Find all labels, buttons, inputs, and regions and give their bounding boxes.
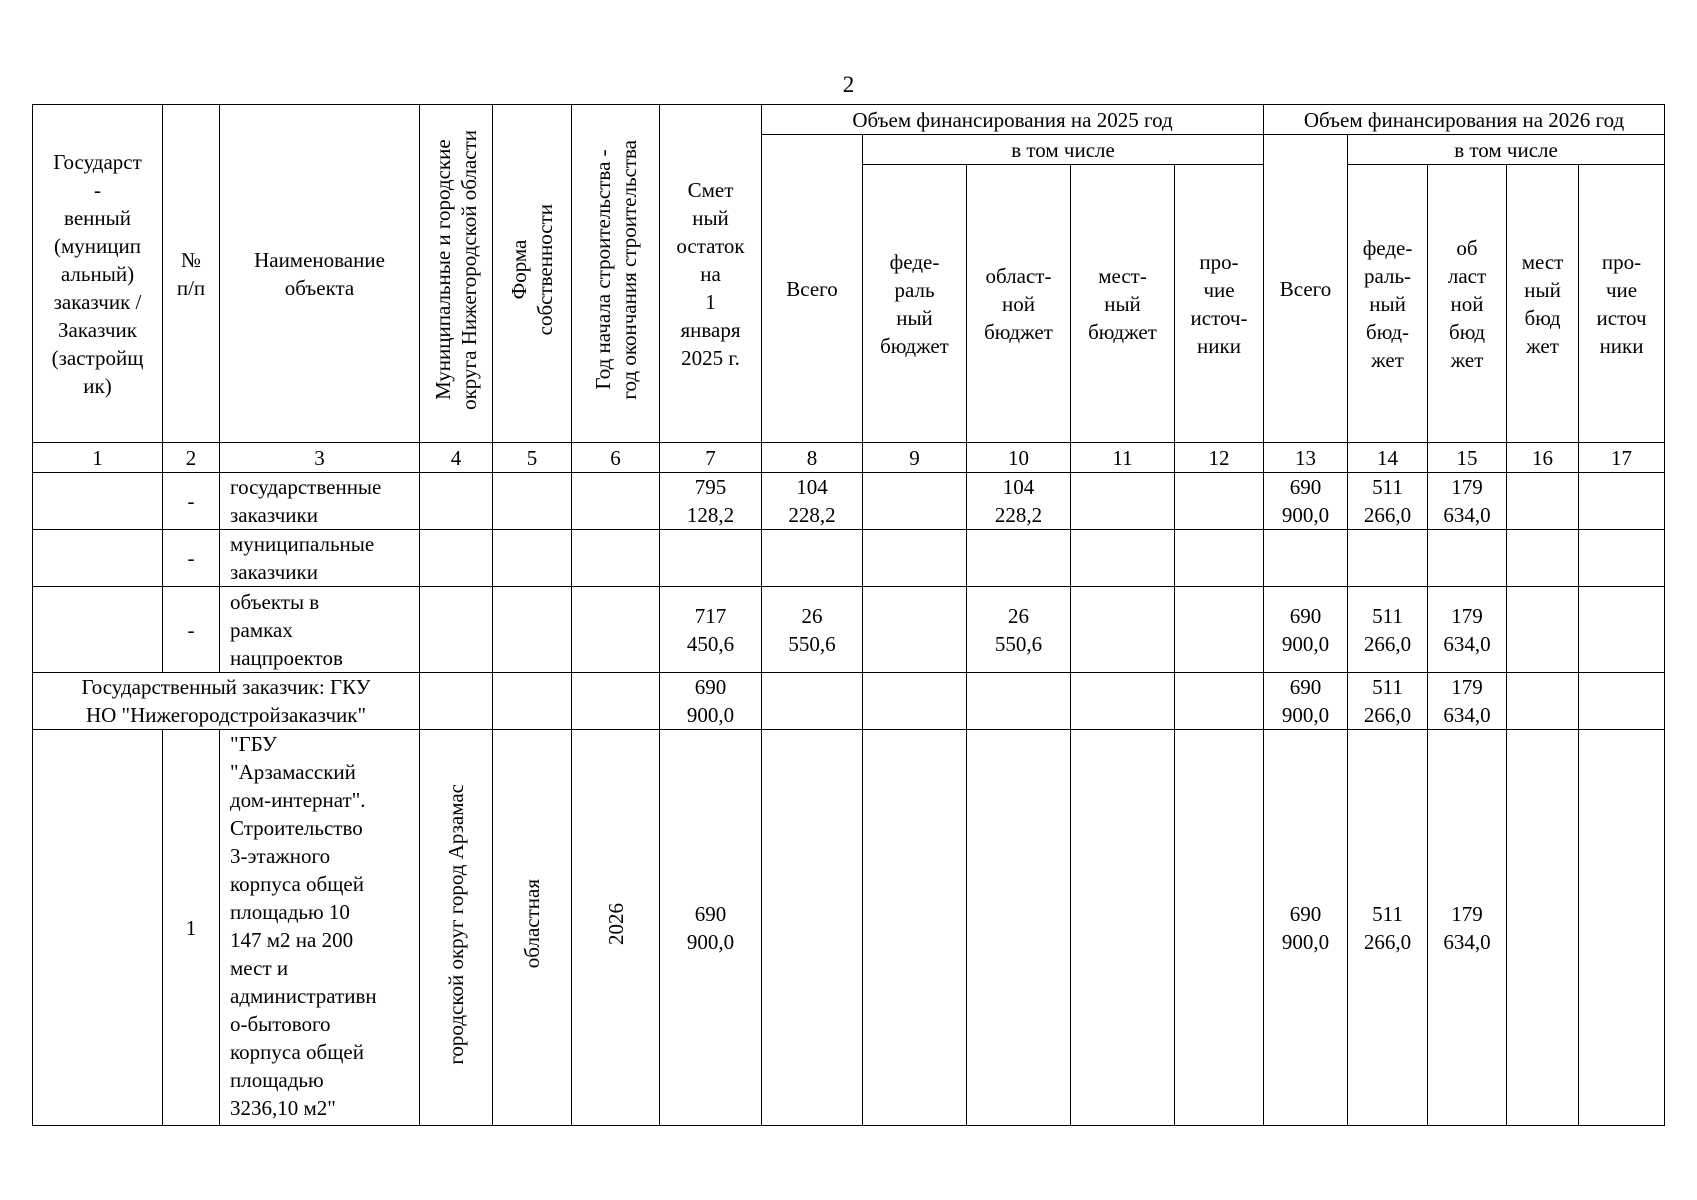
column-number: 15: [1428, 443, 1507, 473]
cell-local-2025: [1071, 587, 1175, 673]
cell-federal-2025: [863, 587, 967, 673]
cell-estimate-balance: 690 900,0: [660, 730, 762, 1126]
cell-total-2025: 104 228,2: [762, 473, 863, 530]
column-number: 7: [660, 443, 762, 473]
cell-total-2025: [762, 673, 863, 730]
page-number: 2: [842, 72, 855, 97]
object-row: [33, 730, 1665, 1126]
cell-total-2026: 690 900,0: [1264, 730, 1348, 1126]
cell-federal-2025: [863, 473, 967, 530]
cell-federal-2025: [863, 730, 967, 1126]
cell-other-2026: [1579, 730, 1665, 1126]
cell-district: [420, 730, 493, 1126]
header-regional-2026: об ласт ной бюд жет: [1428, 165, 1507, 443]
column-number: 5: [493, 443, 572, 473]
cell-other-2026: [1579, 530, 1665, 587]
cell-local-2026: [1507, 530, 1579, 587]
column-number: 14: [1348, 443, 1428, 473]
column-number: 1: [33, 443, 163, 473]
cell-estimate-balance: [660, 530, 762, 587]
cell-district: [420, 473, 493, 530]
cell-total-2026: 690 900,0: [1264, 587, 1348, 673]
cell-local-2026: [1507, 587, 1579, 673]
cell-regional-2026: [1428, 530, 1507, 587]
cell-number: -: [163, 530, 220, 587]
cell-years: [572, 530, 660, 587]
header-including-2025: в том числе: [863, 135, 1264, 165]
financing-table: [32, 104, 1665, 1126]
header-total-2026: Всего: [1264, 135, 1348, 443]
cell-regional-2026: 179 634,0: [1428, 587, 1507, 673]
cell-ownership: [493, 587, 572, 673]
cell-district: [420, 587, 493, 673]
header-districts: [420, 105, 493, 443]
cell-ownership: [493, 730, 572, 1126]
header-local-2026: мест ный бюд жет: [1507, 165, 1579, 443]
cell-total-2026: 690 900,0: [1264, 673, 1348, 730]
cell-district: [420, 673, 493, 730]
cell-regional-2025: [967, 530, 1071, 587]
cell-regional-2026: 179 634,0: [1428, 473, 1507, 530]
column-number: 2: [163, 443, 220, 473]
header-estimate-balance: Смет ный остаток на 1 января 2025 г.: [660, 105, 762, 443]
header-federal-2026: феде- раль- ный бюд- жет: [1348, 165, 1428, 443]
cell-total-2025: 26 550,6: [762, 587, 863, 673]
cell-local-2025: [1071, 673, 1175, 730]
cell-number: 1: [163, 730, 220, 1126]
years-text: 2026: [603, 903, 628, 945]
cell-number: -: [163, 587, 220, 673]
column-number: 11: [1071, 443, 1175, 473]
cell-other-2025: [1175, 473, 1264, 530]
cell-other-2026: [1579, 473, 1665, 530]
cell-total-2026: [1264, 530, 1348, 587]
header-number: № п/п: [163, 105, 220, 443]
cell-regional-2026: 179 634,0: [1428, 673, 1507, 730]
cell-regional-2025: 104 228,2: [967, 473, 1071, 530]
cell-other-2025: [1175, 730, 1264, 1126]
cell-object-name: государственные заказчики: [220, 473, 420, 530]
cell-local-2025: [1071, 730, 1175, 1126]
cell-object-name: объекты в рамках нацпроектов: [220, 587, 420, 673]
cell-regional-2025: 26 550,6: [967, 587, 1071, 673]
header-ownership-text: Форма собственности: [507, 204, 557, 336]
header-years-text: Год начала строительства - год окончания строительства: [590, 140, 641, 400]
header-row-1: [33, 105, 1665, 135]
cell-object-name: муниципальные заказчики: [220, 530, 420, 587]
column-number: 3: [220, 443, 420, 473]
ownership-text: областная: [520, 879, 544, 969]
customer-row: [33, 673, 1665, 730]
column-number: 4: [420, 443, 493, 473]
cell-local-2025: [1071, 473, 1175, 530]
cell-estimate-balance: 690 900,0: [660, 673, 762, 730]
header-years: [572, 105, 660, 443]
cell-regional-2025: [967, 673, 1071, 730]
cell-federal-2026: [1348, 530, 1428, 587]
cell-federal-2025: [863, 530, 967, 587]
cell-years: [572, 730, 660, 1126]
table-row: [33, 587, 1665, 673]
cell-other-2025: [1175, 673, 1264, 730]
cell-other-2026: [1579, 587, 1665, 673]
header-districts-text: Муниципальные и городские округа Нижегородской области: [431, 130, 481, 410]
header-other-2026: про- чие источ ники: [1579, 165, 1665, 443]
column-numbers-row: [33, 443, 1665, 473]
cell-years: [572, 587, 660, 673]
column-number: 16: [1507, 443, 1579, 473]
cell-district: [420, 530, 493, 587]
cell-local-2026: [1507, 473, 1579, 530]
cell-local-2026: [1507, 730, 1579, 1126]
header-total-2025: Всего: [762, 135, 863, 443]
header-object-name: Наименование объекта: [220, 105, 420, 443]
cell-years: [572, 673, 660, 730]
cell-estimate-balance: 717 450,6: [660, 587, 762, 673]
cell-customer: [33, 587, 163, 673]
header-federal-2025: феде- раль ный бюджет: [863, 165, 967, 443]
column-number: 13: [1264, 443, 1348, 473]
table-row: [33, 530, 1665, 587]
cell-ownership: [493, 473, 572, 530]
header-customer: Государст - венный (муницип альный) заказчик / Заказчик (застройщ ик): [33, 105, 163, 443]
column-number: 6: [572, 443, 660, 473]
cell-local-2026: [1507, 673, 1579, 730]
cell-federal-2025: [863, 673, 967, 730]
column-number: 12: [1175, 443, 1264, 473]
header-financing-2026: Объем финансирования на 2026 год: [1264, 105, 1665, 135]
cell-number: -: [163, 473, 220, 530]
district-text: городской округ город Арзамас: [444, 783, 468, 1065]
header-financing-2025: Объем финансирования на 2025 год: [762, 105, 1264, 135]
header-local-2025: мест- ный бюджет: [1071, 165, 1175, 443]
cell-customer: [33, 530, 163, 587]
cell-other-2026: [1579, 673, 1665, 730]
cell-federal-2026: 511 266,0: [1348, 673, 1428, 730]
cell-years: [572, 473, 660, 530]
cell-customer: [33, 730, 163, 1126]
cell-total-2026: 690 900,0: [1264, 473, 1348, 530]
cell-total-2025: [762, 530, 863, 587]
column-number: 10: [967, 443, 1071, 473]
column-number: 9: [863, 443, 967, 473]
cell-customer: [33, 473, 163, 530]
cell-federal-2026: 511 266,0: [1348, 473, 1428, 530]
cell-estimate-balance: 795 128,2: [660, 473, 762, 530]
cell-other-2025: [1175, 530, 1264, 587]
column-number: 8: [762, 443, 863, 473]
header-other-2025: про- чие источ- ники: [1175, 165, 1264, 443]
cell-total-2025: [762, 730, 863, 1126]
header-regional-2025: област- ной бюджет: [967, 165, 1071, 443]
cell-ownership: [493, 530, 572, 587]
cell-object-name: "ГБУ "Арзамасский дом-интернат". Строительство 3-этажного корпуса общей площадью 10 147 м2 на 200 мест и административн о-бытового корпуса общей площадью 3236,10 м2": [220, 730, 420, 1126]
column-number: 17: [1579, 443, 1665, 473]
cell-ownership: [493, 673, 572, 730]
header-including-2026: в том числе: [1348, 135, 1665, 165]
cell-federal-2026: 511 266,0: [1348, 587, 1428, 673]
cell-regional-2026: 179 634,0: [1428, 730, 1507, 1126]
header-ownership: [493, 105, 572, 443]
table-row: [33, 473, 1665, 530]
cell-other-2025: [1175, 587, 1264, 673]
cell-federal-2026: 511 266,0: [1348, 730, 1428, 1126]
cell-local-2025: [1071, 530, 1175, 587]
customer-label: Государственный заказчик: ГКУ НО "Нижегородстройзаказчик": [33, 673, 420, 730]
cell-regional-2025: [967, 730, 1071, 1126]
